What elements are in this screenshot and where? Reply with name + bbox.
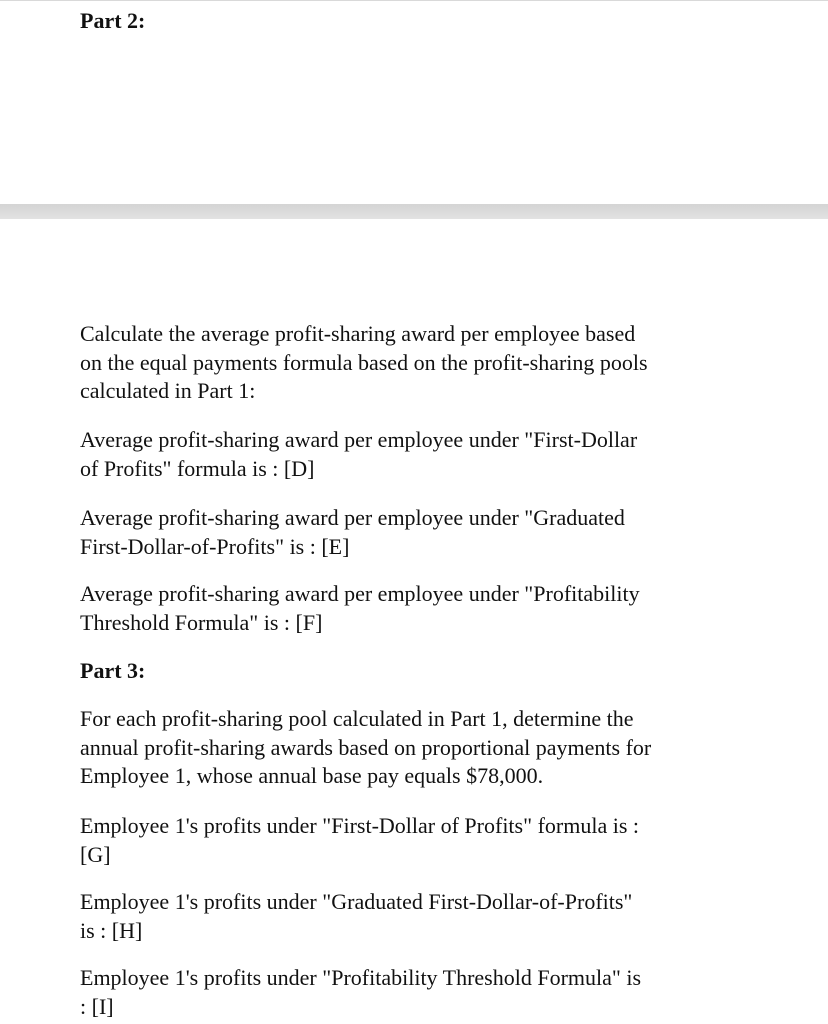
answer-e-prompt: [80, 504, 745, 561]
answer-d-prompt: [80, 426, 745, 483]
part3-intro: [80, 705, 745, 791]
part2-intro-line3: calculated in Part 1:: [80, 378, 256, 403]
part3-intro-line1: For each profit-sharing pool calculated in Part 1, determine the: [80, 706, 634, 731]
part3-intro-line2: annual profit-sharing awards based on proportional payments for: [80, 734, 652, 760]
part2-heading: Part 2:: [80, 8, 146, 33]
part2-intro: [80, 320, 745, 406]
answer-d-line2: of Profits" formula is : [D]: [80, 455, 315, 481]
answer-i-line1: Employee 1's profits under "Profitability Threshold Formula" is: [80, 965, 642, 990]
answer-h-prompt: [80, 888, 745, 945]
answer-g-line2: [G]: [80, 841, 111, 867]
answer-i-line2: : [I]: [80, 993, 114, 1019]
answer-d-line1: Average profit-sharing award per employee under "First-Dollar: [80, 427, 638, 452]
answer-g-line1: Employee 1's profits under "First-Dollar of Profits" formula is :: [80, 813, 640, 838]
answer-h-line2: is : [H]: [80, 917, 143, 943]
part2-intro-line2: on the equal payments formula based on the profit-sharing pools: [80, 349, 648, 375]
part3-heading: Part 3:: [80, 658, 146, 683]
part2-intro-line1: Calculate the average profit-sharing award per employee based: [80, 321, 636, 346]
answer-f-line2: Threshold Formula" is : [F]: [80, 609, 323, 635]
answer-e-line1: Average profit-sharing award per employee under "Graduated: [80, 505, 625, 530]
part3-intro-line3: Employee 1, whose annual base pay equals $78,000.: [80, 763, 544, 788]
page-separator: [0, 204, 828, 219]
answer-h-line1: Employee 1's profits under "Graduated First-Dollar-of-Profits": [80, 889, 633, 914]
answer-f-prompt: [80, 580, 745, 637]
answer-g-prompt: [80, 812, 745, 869]
answer-f-line1: Average profit-sharing award per employee under "Profitability: [80, 581, 640, 606]
answer-e-line2: First-Dollar-of-Profits" is : [E]: [80, 533, 350, 559]
answer-i-prompt: [80, 964, 745, 1021]
